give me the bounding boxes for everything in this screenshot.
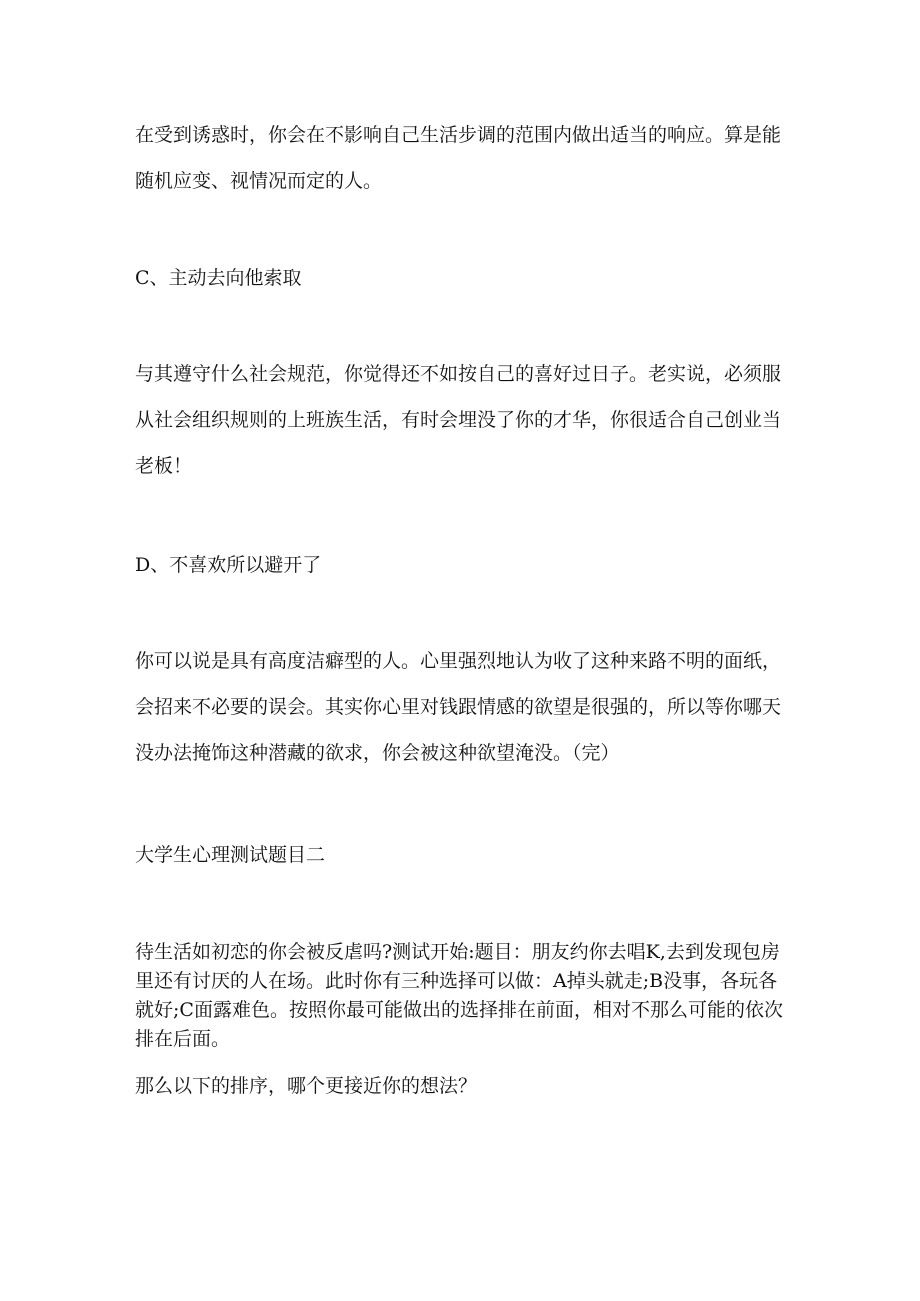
paragraph-ranking-prompt: 那么以下的排序，哪个更接近你的想法？ (135, 1075, 478, 1097)
paragraph-option-c-result: 与其遵守什么社会规范，你觉得还不如按自己的喜好过日子。老实说，必须服从社会组织规则的上班族生活，有时会埋没了你的才华，你很适合自己创业当老板！ (135, 363, 782, 477)
paragraph-test-question: 待生活如初恋的你会被反虐吗?测试开始:题目：朋友约你去唱K,去到发现包房里还有讨厌的人在场。此时你有三种选择可以做：A掉头就走;B没事，各玩各就好;C面露难色。按照你最可能做出的选择排在前面，相对不那么可能的依次排在后面。 (135, 941, 783, 1050)
paragraph-reaction-b-result: 在受到诱惑时，你会在不影响自己生活步调的范围内做出适当的响应。算是能随机应变、视情况而定的人。 (135, 124, 782, 192)
option-c-heading: C、主动去向他索取 (135, 267, 302, 289)
option-d-heading: D、不喜欢所以避开了 (135, 554, 322, 576)
paragraph-option-d-result: 你可以说是具有高度洁癖型的人。心里强烈地认为收了这种来路不明的面纸，会招来不必要的误会。其实你心里对钱跟情感的欲望是很强的，所以等你哪天没办法掩饰这种潜藏的欲求，你会被这种欲望淹没。（完） (135, 650, 782, 764)
section-title: 大学生心理测试题目二 (135, 844, 326, 866)
